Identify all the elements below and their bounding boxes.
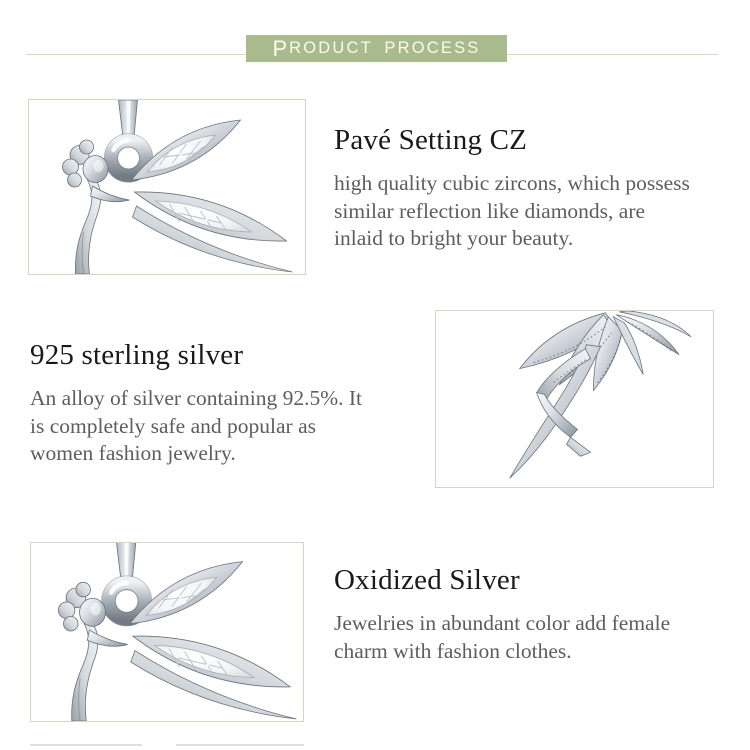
body-text-line: charm with fashion clothes. (334, 638, 572, 663)
pave-heading: Pavé Setting CZ (334, 124, 528, 156)
sterling-body (30, 385, 362, 468)
body-text-line: An alloy of silver containing 92.5%. It (30, 386, 362, 410)
cropped-next-image-edge (30, 744, 142, 746)
body-text-line: women fashion jewelry. (30, 441, 236, 465)
pave-text-block (334, 124, 690, 253)
fairy-pendant-closeup-illustration (31, 543, 303, 721)
oxidized-product-image (30, 542, 304, 722)
pave-body (334, 170, 690, 253)
body-text-line: inlaid to bright your beauty. (334, 226, 574, 250)
oxidized-body (334, 610, 670, 665)
oxidized-text-block (334, 564, 670, 665)
oxidized-heading: Oxidized Silver (334, 564, 520, 596)
body-text-line: is completely safe and popular as (30, 413, 316, 438)
fairy-legs-illustration (436, 311, 713, 487)
cropped-next-image-edge (176, 744, 304, 746)
pave-product-image (28, 99, 306, 275)
banner-title-lead: P (272, 35, 290, 61)
body-text-line: high quality cubic zircons, which possess (334, 171, 690, 195)
banner-title-rest: RODUCT PROCESS (289, 39, 481, 58)
sterling-product-image (435, 310, 714, 488)
section-title-banner (246, 35, 507, 62)
sterling-text-block (30, 339, 362, 468)
body-text-line: similar reflection like diamonds, are (334, 198, 646, 223)
fairy-pendant-closeup-illustration (29, 100, 305, 274)
body-text-line: Jewelries in abundant color add female (334, 611, 671, 635)
sterling-heading: 925 sterling silver (30, 339, 244, 371)
